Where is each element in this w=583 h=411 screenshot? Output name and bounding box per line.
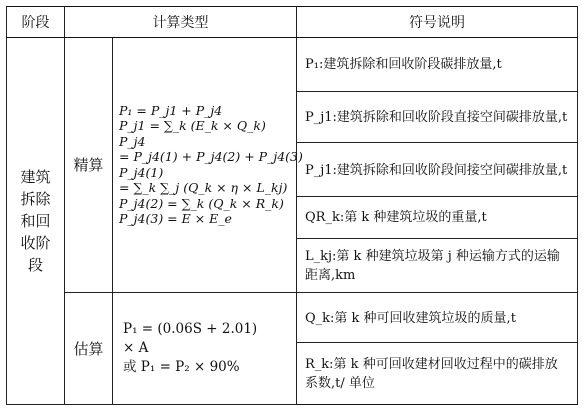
formula-estimate: P₁ = (0.06S + 2.01) × A 或 P₁ = P₂ × 90% (113, 293, 297, 405)
desc-pj1-direct: P_j1:建筑拆除和回收阶段直接空间碳排放量,t (297, 92, 578, 143)
header-symbol-desc: 符号说明 (297, 7, 578, 38)
method-precise: 精算 (65, 37, 113, 292)
desc-qk: Q_k:第 k 种可回收建筑垃圾的质量,t (297, 293, 578, 343)
method-estimate: 估算 (65, 293, 113, 405)
carbon-calculation-table (6, 6, 578, 405)
desc-pj1-indirect: P_j1:建筑拆除和回收阶段间接空间碳排放量,t (297, 143, 578, 196)
desc-rk: R_k:第 k 种可回收建材回收过程中的碳排放系数,t/ 单位 (297, 343, 578, 405)
desc-lkj: L_kj:第 k 种建筑垃圾第 j 种运输方式的运输距离,km (297, 238, 578, 292)
header-calc-type: 计算类型 (65, 7, 297, 38)
formula-precise: P₁ = P_j1 + P_j4 P_j1 = ∑_k (E_k × Q_k) P_j4 = P_j4(1) + P_j4(2) + P_j4(3) P_j4(1) = ∑_k ∑_j (Q_k × η × L_kj) P_j4(2) = ∑_k (Q_k × R_k) P_j4(3) = E × E_e (113, 37, 297, 292)
header-stage: 阶段 (7, 7, 65, 38)
stage-cell: 建筑 拆除 和回 收阶 段 (7, 37, 65, 404)
header-row (7, 7, 578, 38)
desc-p1: P₁:建筑拆除和回收阶段碳排放量,t (297, 37, 578, 91)
desc-qrk: QR_k:第 k 种建筑垃圾的重量,t (297, 196, 578, 238)
